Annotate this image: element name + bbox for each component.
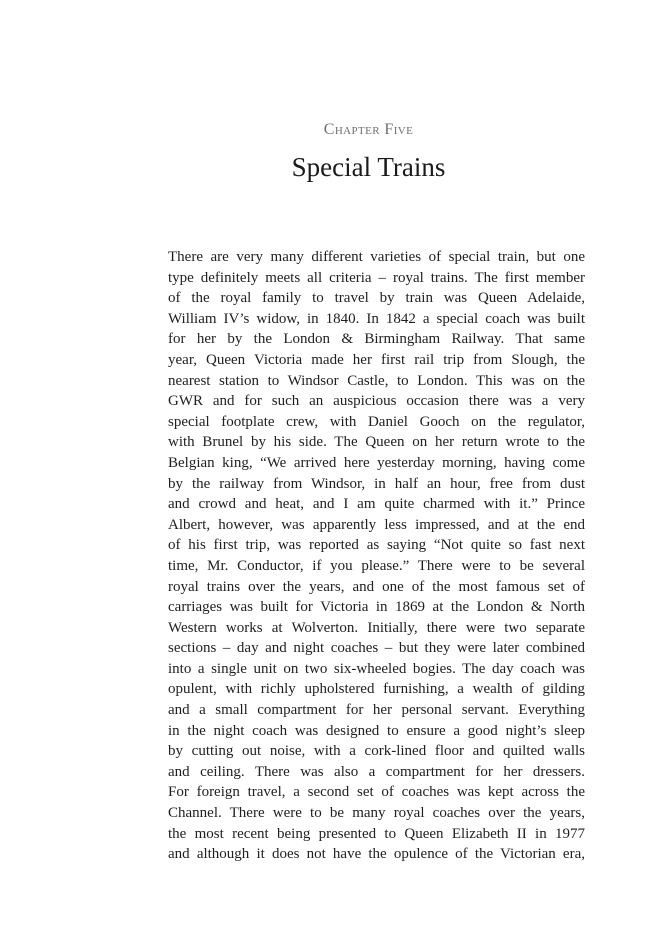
- text-line: year, Queen Victoria made her first rail trip from Slough, the: [168, 351, 585, 368]
- text-line: by cutting out noise, with a cork-lined floor and quilted walls: [168, 743, 585, 760]
- text-line: GWR and for such an auspicious occasion there was a very: [168, 393, 585, 410]
- text-line: of the royal family to travel by train was Queen Adelaide,: [168, 290, 585, 307]
- text-line: with Brunel by his side. The Queen on her return wrote to the: [168, 434, 585, 451]
- text-line: opulent, with richly upholstered furnishing, a wealth of gilding: [168, 681, 585, 698]
- text-line: and a small compartment for her personal servant. Everything: [168, 702, 585, 719]
- text-line: nearest station to Windsor Castle, to London. This was on the: [168, 372, 585, 389]
- text-line: for her by the London & Birmingham Railway. That same: [168, 331, 585, 348]
- text-line: carriages was built for Victoria in 1869 at the London & North: [168, 599, 585, 616]
- text-line: by the railway from Windsor, in half an hour, free from dust: [168, 475, 585, 492]
- text-line: There are very many different varieties of special train, but one: [168, 249, 585, 265]
- text-line: sections – day and night coaches – but they were later combined: [168, 640, 585, 657]
- text-line: in the night coach was designed to ensure a good night’s sleep: [168, 722, 585, 739]
- text-line: and ceiling. There was also a compartment for her dressers.: [168, 763, 585, 780]
- text-line: royal trains over the years, and one of the most famous set of: [168, 578, 585, 595]
- chapter-title: Special Trains: [291, 152, 446, 182]
- text-line: Belgian king, “We arrived here yesterday morning, having come: [168, 454, 585, 471]
- text-line: type definitely meets all criteria – royal trains. The first member: [168, 269, 585, 286]
- text-line: of his first trip, was reported as saying “Not quite so fast next: [168, 537, 585, 554]
- text-line: time, Mr. Conductor, if you please.” There were to be several: [168, 557, 585, 574]
- body-text: [168, 247, 585, 865]
- text-line: special footplate crew, with Daniel Gooch on the regulator,: [168, 413, 585, 430]
- text-line: Western works at Wolverton. Initially, there were two separate: [168, 619, 585, 636]
- text-line: the most recent being presented to Queen Elizabeth II in 1977: [168, 825, 585, 842]
- text-line: into a single unit on two six-wheeled bogies. The day coach was: [168, 660, 585, 677]
- chapter-label: Chapter Five: [323, 121, 414, 138]
- text-line: Albert, however, was apparently less impressed, and at the end: [168, 516, 585, 533]
- text-line: and although it does not have the opulence of the Victorian era,: [168, 846, 585, 863]
- text-line: Channel. There were to be many royal coaches over the years,: [168, 805, 585, 822]
- text-line: and crowd and heat, and I am quite charmed with it.” Prince: [168, 496, 585, 513]
- text-line: William IV’s widow, in 1840. In 1842 a special coach was built: [168, 310, 585, 327]
- text-line: For foreign travel, a second set of coaches was kept across the: [168, 784, 585, 801]
